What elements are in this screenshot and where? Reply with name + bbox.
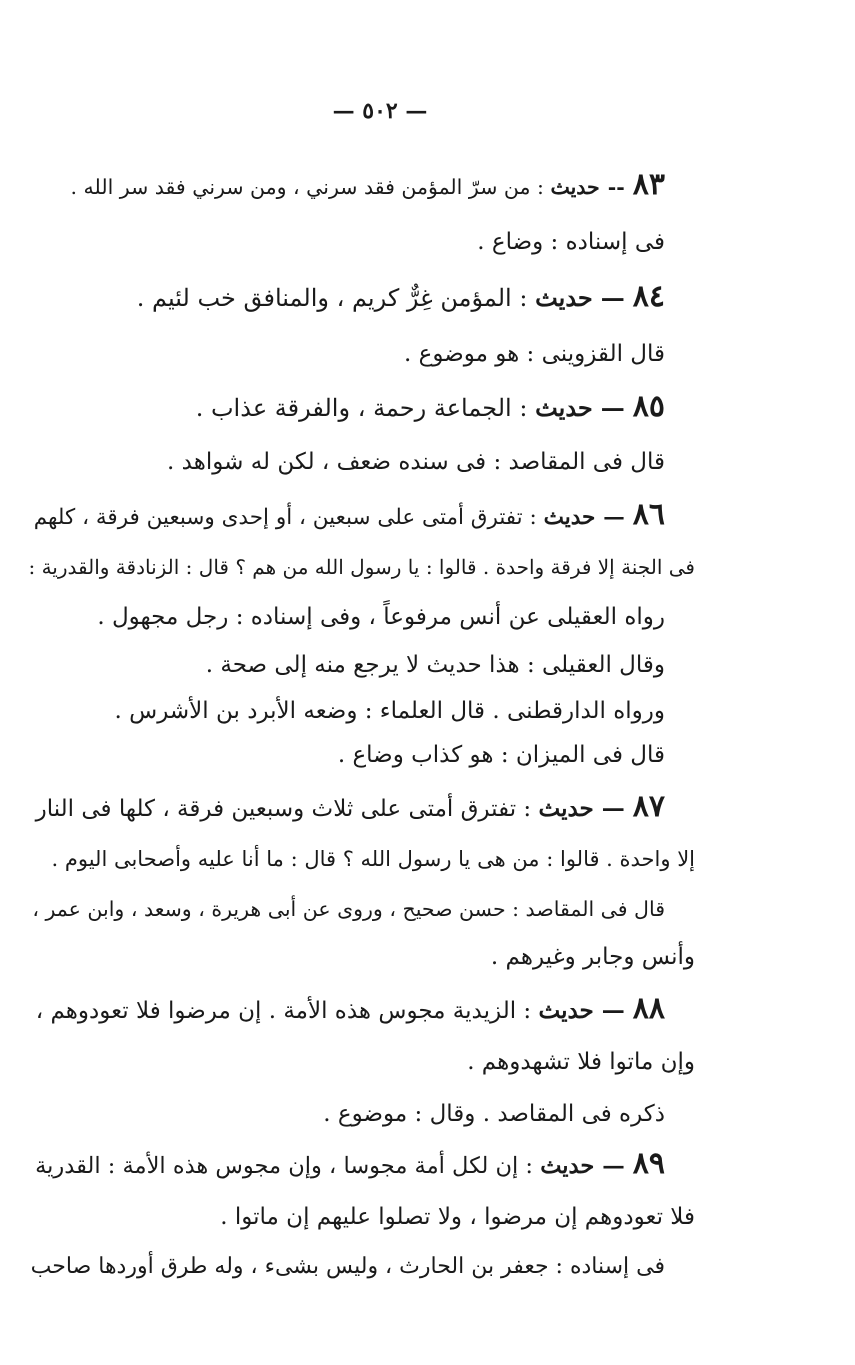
text-line: قال فى المقاصد : حسن صحيح ، وروى عن أبى هريرة ، وسعد ، وابن عمر ، — [32, 897, 665, 921]
entry-label: حديث — [535, 283, 593, 312]
entry-number: ٨٨ — [632, 991, 665, 1026]
entry-number: ٨٥ — [632, 389, 665, 424]
text-line: فى إسناده : جعفر بن الحارث ، وليس بشىء ، وله طرق أوردها صاحب — [30, 1254, 665, 1279]
entry-label: حديث — [538, 795, 594, 822]
hadith-entry-87 — [25, 790, 665, 824]
entry-text: : إن لكل أمة مجوسا ، وإن مجوس هذه الأمة : القدرية — [35, 1153, 534, 1179]
hadith-entry-88 — [25, 992, 665, 1026]
entry-number: ٨٧ — [632, 789, 665, 824]
entry-text: : الزيدية مجوس هذه الأمة . إن مرضوا فلا تعودوهم ، — [35, 998, 532, 1024]
entry-number: ٨٤ — [632, 279, 665, 314]
entry-label: حديث — [543, 505, 596, 530]
entry-dash: — — [602, 1153, 625, 1179]
hadith-entry-89 — [25, 1147, 665, 1181]
entry-text: : من سرّ المؤمن فقد سرني ، ومن سرني فقد سر الله . — [70, 175, 544, 199]
entry-number: ٨٩ — [632, 1146, 665, 1181]
text-line: وقال العقيلى : هذا حديث لا يرجع منه إلى صحة . — [205, 652, 665, 678]
entry-label: حديث — [535, 393, 593, 422]
text-line: ورواه الدارقطنى . قال العلماء : وضعه الأبرد بن الأشرس . — [114, 698, 665, 724]
entry-text: : تفترق أمتى على سبعين ، أو إحدى وسبعين فرقة ، كلهم — [33, 505, 537, 530]
text-line: فلا تعودوهم إن مرضوا ، ولا تصلوا عليهم إن ماتوا . — [220, 1204, 695, 1230]
hadith-entry-85 — [65, 390, 665, 424]
entry-dash: — — [601, 997, 625, 1024]
hadith-entry-83 — [65, 168, 665, 202]
entry-dash: — — [600, 283, 625, 312]
hadith-entry-86 — [25, 498, 665, 532]
text-line: قال القزوينى : هو موضوع . — [403, 341, 665, 367]
text-line: رواه العقيلى عن أنس مرفوعاً ، وفى إسناده : رجل مجهول . — [97, 604, 665, 630]
text-line: فى إسناده : وضاع . — [477, 229, 665, 255]
entry-label: حديث — [538, 997, 594, 1024]
entry-dash: — — [603, 505, 625, 530]
entry-number: ٨٣ — [632, 167, 665, 202]
page-number: — ٥٠٢ — — [332, 98, 428, 124]
entry-text: : المؤمن غِرٌّ كريم ، والمنافق خب لئيم . — [136, 284, 528, 312]
entry-text: : تفترق أمتى على ثلاث وسبعين فرقة ، كلها فى النار — [35, 796, 532, 822]
entry-number: ٨٦ — [632, 497, 665, 532]
text-line: إلا واحدة . قالوا : من هى يا رسول الله ؟ قال : ما أنا عليه وأصحابى اليوم . — [51, 847, 695, 871]
text-line: قال فى الميزان : هو كذاب وضاع . — [337, 742, 665, 768]
text-line: ذكره فى المقاصد . وقال : موضوع . — [323, 1101, 665, 1127]
entry-dash: — — [601, 795, 625, 822]
entry-dash: -- — [607, 175, 625, 199]
entry-text: : الجماعة رحمة ، والفرقة عذاب . — [195, 394, 528, 422]
entry-dash: — — [600, 393, 625, 422]
text-line: قال فى المقاصد : فى سنده ضعف ، لكن له شواهد . — [167, 449, 665, 475]
entry-label: حديث — [540, 1153, 595, 1179]
text-line: وأنس وجابر وغيرهم . — [490, 944, 695, 970]
text-line: وإن ماتوا فلا تشهدوهم . — [467, 1049, 695, 1075]
text-line: فى الجنة إلا فرقة واحدة . قالوا : يا رسول الله من هم ؟ قال : الزنادقة والقدرية : — [28, 555, 695, 579]
hadith-entry-84 — [65, 280, 665, 314]
entry-label: حديث — [550, 175, 600, 199]
